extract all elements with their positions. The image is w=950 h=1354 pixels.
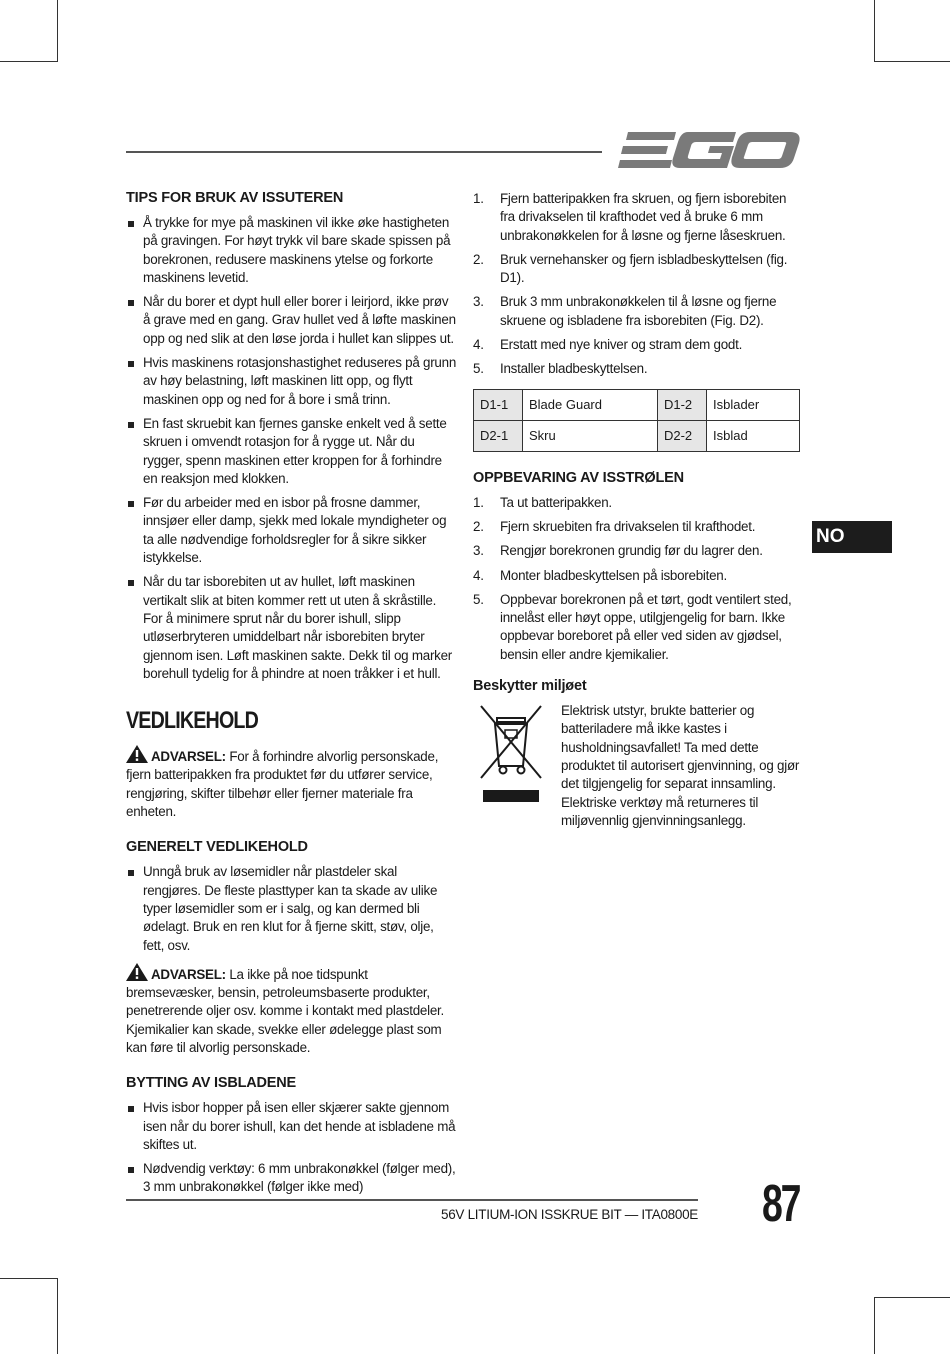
list-item: 5. Installer bladbeskyttelsen. (473, 361, 648, 377)
table-row (474, 389, 800, 420)
crop-mark (57, 0, 58, 62)
list-item: 2. Fjern skruebiten fra drivakselen til krafthodet. (473, 518, 756, 534)
blades-heading: BYTTING AV ISBLADENE (126, 1075, 297, 1092)
general-list (126, 863, 456, 954)
crop-mark (874, 1297, 950, 1298)
table-cell: Skru (523, 420, 658, 451)
table-cell: D2-1 (474, 420, 523, 451)
crop-mark (874, 0, 875, 62)
crop-mark (0, 1278, 58, 1279)
header-rule (126, 151, 602, 153)
warning-text: For å forhindre alvorlig personskade, fjern batteripakken fra produktet før du utfører service, rengjøring, skifter tilbehør eller fjerner materiale fra enheten. (126, 749, 439, 820)
list-item: Å trykke for mye på maskinen vil ikke øke hastigheten på gravingen. For høyt trykk vil bare skade spissen på borekronen, redusere maskinens ytelse og forkorte maskinens levetid. (126, 214, 456, 287)
list-item: 3. Rengjør borekronen grundig før du lagrer den. (473, 543, 763, 559)
list-item: 2. Bruk vernehansker og fjern isbladbeskyttelsen (fig. D1). (473, 251, 788, 286)
right-column (473, 190, 803, 830)
crop-mark (0, 61, 58, 62)
parts-table (473, 389, 800, 452)
tips-list (126, 214, 456, 683)
environment-block (473, 702, 803, 830)
general-maintenance-heading: GENERELT VEDLIKEHOLD (126, 839, 308, 856)
warning-triangle-icon (126, 963, 148, 981)
list-item: Hvis isbor hopper på isen eller skjærer sakte gjennom isen når du borer ishull, kan det hende at isbladene må skiftes ut. (126, 1099, 456, 1154)
footer-product: 56V LITIUM-ION ISSKRUE BIT — ITA0800E (441, 1207, 698, 1222)
table-cell: D1-2 (657, 389, 706, 420)
ego-logo (618, 130, 800, 170)
table-cell: Isblad (706, 420, 799, 451)
maintenance-heading: VEDLIKEHOLD (126, 707, 259, 735)
environment-heading: Beskytter miljøet (473, 678, 587, 695)
footer-rule (126, 1199, 698, 1201)
list-item: 1. Ta ut batteripakken. (473, 494, 612, 510)
warning-block (126, 963, 456, 1057)
crossed-wheelie-bin-icon (479, 704, 543, 804)
warning-block (126, 745, 456, 821)
list-item: Hvis maskinens rotasjonshastighet reduseres på grunn av høy belastning, løft maskinen litt opp, og flytt maskinen opp og ned for å bore i små trinn. (126, 354, 456, 409)
table-cell: Blade Guard (523, 389, 658, 420)
language-tab: NO (812, 521, 892, 553)
list-item: Når du tar isborebiten ut av hullet, løft maskinen vertikalt slik at biten kommer rett ut uten å skråstille. For å minimere sprut når du borer ishull, slipp utløserbryteren umiddelbart når isborebiten bryter gjennom isen. Løft maskinen sakte. Dekk til og marker borehull tydelig for å phindre at noen tråkker i et hull. (126, 573, 456, 683)
table-cell: Isblader (706, 389, 799, 420)
list-item: Nødvendig verktøy: 6 mm unbrakonøkkel (følger med), 3 mm unbrakonøkkel (følger ikke med) (126, 1160, 456, 1197)
list-item: En fast skruebit kan fjernes ganske enkelt ved å sette skruen i omvendt rotasjon for å rygge ut. Når du rygger, spenn maskinen etter kroppen for å forhindre en reaksjon med klokken. (126, 415, 456, 488)
crop-mark (874, 61, 950, 62)
storage-steps (473, 494, 803, 664)
list-item: 4. Monter bladbeskyttelsen på isborebiten. (473, 567, 727, 583)
left-column (126, 190, 456, 1205)
table-cell: D1-1 (474, 389, 523, 420)
list-item: 5. Oppbevar borekronen på et tørt, godt ventilert sted, innelåst eller høyt oppe, utilgjengelig for barn. Ikke oppbevar boreboret på eller ved siden av gjødsel, bensin eller andre kjemikalier. (473, 591, 792, 662)
page-number: 87 (762, 1175, 800, 1233)
warning-triangle-icon (126, 745, 148, 763)
list-item: 1. Fjern batteripakken fra skruen, og fjern isborebiten fra drivakselen til krafthodet ved å bruke 6 mm unbrakonøkkelen for å løsne og fjerne låseskruen. (473, 191, 787, 243)
list-item: Når du borer et dypt hull eller borer i leirjord, ikke prøv å grave med en gang. Grav hullet ved å løfte maskinen opp og ned slik at den løse jorda i hullet kan slippes ut. (126, 293, 456, 348)
crop-mark (874, 1297, 875, 1354)
list-item: 3. Bruk 3 mm unbrakonøkkelen til å løsne og fjerne skruene og isbladene fra isborebiten (Fig. D2). (473, 294, 777, 328)
tips-heading: TIPS FOR BRUK AV ISSUTEREN (126, 190, 344, 206)
crop-mark (57, 1278, 58, 1354)
warning-label: ADVARSEL: (151, 749, 226, 765)
storage-heading: OPPBEVARING AV ISSTRØLEN (473, 469, 684, 486)
blades-list (126, 1099, 456, 1196)
warning-text: La ikke på noe tidspunkt bremsevæsker, bensin, petroleumsbaserte produkter, penetrerende oljer osv. komme i kontakt med plastdeler. Kjemikalier kan skade, svekke eller ødelegge plast som kan føre til alvorlig personskade. (126, 966, 444, 1055)
environment-text: Elektrisk utstyr, brukte batterier og batteriladere må ikke kastes i husholdningsavfallet! Ta med dette produktet til autorisert gjenvinning, og gjør det tilgjengelig for separat innsamling. Elektriske verktøy må returneres til miljøvennlig gjenvinningsanlegg. (561, 703, 800, 828)
table-cell: D2-2 (657, 420, 706, 451)
list-item: Unngå bruk av løsemidler når plastdeler skal rengjøres. De fleste plasttyper kan ta skade av ulike typer løsemidler som er i salg, og kan dermed bli ødelagt. Bruk en ren klut for å fjerne skitt, støv, olje, fett, osv. (126, 863, 456, 954)
replacement-steps (473, 190, 803, 379)
list-item: 4. Erstatt med nye kniver og stram dem godt. (473, 337, 743, 353)
warning-label: ADVARSEL: (151, 966, 226, 982)
list-item: Før du arbeider med en isbor på frosne dammer, innsjøer eller damp, sjekk med lokale myndigheter og ta alle nødvendige forholdsregler for å sikre sikker istykkelse. (126, 494, 456, 567)
table-row (474, 420, 800, 451)
